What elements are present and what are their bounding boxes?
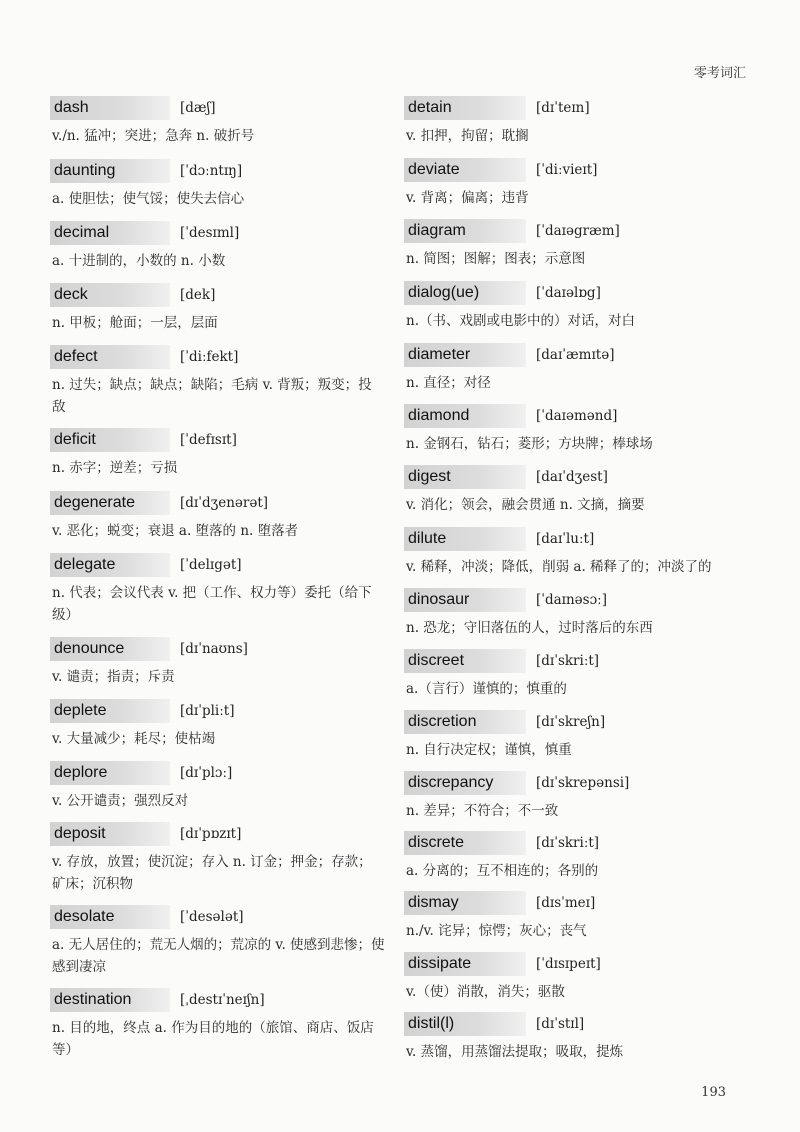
definition: a.（言行）谨慎的；慎重的 — [406, 681, 567, 697]
phonetic: [dɪˈstɪl] — [536, 1016, 585, 1032]
entry — [50, 761, 385, 822]
entry — [404, 158, 749, 219]
entry — [404, 771, 749, 831]
definition: n. 直径；对径 — [406, 375, 491, 391]
headword: defect — [50, 345, 170, 369]
headword: diamond — [404, 404, 526, 428]
phonetic: [dɪˈskriːt] — [536, 653, 600, 669]
entry — [404, 891, 749, 952]
definition: n. 差异；不符合；不一致 — [406, 803, 559, 819]
headword: deposit — [50, 822, 170, 846]
phonetic: [dɪˈplɔː] — [180, 765, 233, 781]
phonetic: [ˈdaɪəgræm] — [536, 223, 620, 239]
phonetic: [ˈdelɪgət] — [180, 557, 242, 573]
section-header: 零考词汇 — [693, 66, 746, 81]
phonetic: [dɪsˈmeɪ] — [536, 895, 596, 911]
entry — [404, 343, 749, 404]
phonetic: [ˈdefɪsɪt] — [180, 432, 237, 448]
definition: n. 过失；缺点；缺点；缺陷；毛病 v. 背叛；叛变；投敌 — [52, 377, 372, 415]
entry — [50, 491, 385, 553]
headword: dilute — [404, 527, 526, 551]
definition: v. 大量减少；耗尽；使枯竭 — [52, 731, 216, 747]
entry — [404, 831, 749, 891]
definition: n.（书、戏剧或电影中的）对话，对白 — [406, 313, 635, 329]
definition: v. 稀释，冲淡；降低，削弱 a. 稀释了的；冲淡了的 — [406, 559, 712, 575]
headword: dialog(ue) — [404, 281, 526, 305]
headword: dinosaur — [404, 588, 526, 612]
entry — [404, 281, 749, 343]
entry — [404, 952, 749, 1012]
headword: digest — [404, 465, 526, 489]
entry — [50, 345, 385, 428]
phonetic: [daɪˈluːt] — [536, 531, 595, 547]
entry — [404, 404, 749, 465]
headword: deplete — [50, 699, 170, 723]
definition: a. 十进制的，小数的 n. 小数 — [52, 253, 226, 269]
phonetic: [dɪˈpliːt] — [180, 703, 235, 719]
definition: v. 蒸馏，用蒸馏法提取；吸取，提炼 — [406, 1044, 624, 1060]
entry — [404, 96, 749, 158]
headword: desolate — [50, 905, 170, 929]
phonetic: [ˌdestɪˈneɪʃn] — [180, 992, 265, 1008]
phonetic: [ˈdaɪnəsɔː] — [536, 592, 607, 608]
right-column — [404, 96, 749, 1072]
definition: a. 无人居住的；荒无人烟的；荒凉的 v. 使感到悲惨；使感到凄凉 — [52, 937, 385, 975]
definition: n. 自行决定权；谨慎，慎重 — [406, 742, 572, 758]
phonetic: [dɪˈpɒzɪt] — [180, 826, 242, 842]
phonetic: [ˈdiːfekt] — [180, 349, 239, 365]
headword: discreet — [404, 649, 526, 673]
definition: v. 存放，放置；使沉淀；存入 n. 订金；押金；存款；矿床；沉积物 — [52, 854, 372, 892]
headword: delegate — [50, 553, 170, 577]
definition: n. 恐龙；守旧落伍的人，过时落后的东西 — [406, 620, 653, 636]
entry — [50, 905, 385, 988]
headword: discrepancy — [404, 771, 526, 795]
definition: v. 消化；领会，融会贯通 n. 文摘，摘要 — [406, 497, 645, 513]
definition: n./v. 诧异；惊愕；灰心；丧气 — [406, 923, 587, 939]
phonetic: [dɪˈskriːt] — [536, 835, 600, 851]
left-column — [50, 96, 385, 1068]
phonetic: [dæʃ] — [180, 100, 216, 116]
entry — [50, 221, 385, 283]
phonetic: [daɪˈdʒest] — [536, 469, 608, 485]
entry — [404, 649, 749, 710]
headword: decimal — [50, 221, 170, 245]
phonetic: [dɪˈskrepənsi] — [536, 775, 630, 791]
phonetic: [dɪˈskreʃn] — [536, 714, 606, 730]
phonetic: [ˈdiːvieɪt] — [536, 162, 598, 178]
page-number: 193 — [701, 1085, 726, 1100]
definition: n. 赤字；逆差；亏损 — [52, 460, 178, 476]
phonetic: [ˈdɪsɪpeɪt] — [536, 956, 601, 972]
phonetic: [ˈdesɪml] — [180, 225, 240, 241]
definition: v. 公开谴责；强烈反对 — [52, 793, 189, 809]
entry — [50, 428, 385, 491]
entry — [404, 465, 749, 527]
headword: destination — [50, 988, 170, 1012]
entry — [404, 1012, 749, 1072]
entry — [50, 699, 385, 761]
definition: n. 简图；图解；图表；示意图 — [406, 251, 586, 267]
entry — [50, 283, 385, 345]
definition: v. 谴责；指责；斥责 — [52, 669, 175, 685]
headword: degenerate — [50, 491, 170, 515]
phonetic: [ˈdɔːntɪŋ] — [180, 163, 243, 179]
definition: v. 恶化；蜕变；衰退 a. 堕落的 n. 堕落者 — [52, 523, 299, 539]
headword: detain — [404, 96, 526, 120]
phonetic: [ˈdaɪəlɒg] — [536, 285, 601, 301]
definition: v.（使）消散，消失；驱散 — [406, 984, 565, 1000]
definition: n. 代表；会议代表 v. 把（工作、权力等）委托（给下级） — [52, 585, 372, 623]
headword: denounce — [50, 637, 170, 661]
phonetic: [dɪˈteɪn] — [536, 100, 590, 116]
headword: discretion — [404, 710, 526, 734]
definition: v. 扣押，拘留；耽搁 — [406, 128, 529, 144]
phonetic: [dɪˈnaʊns] — [180, 641, 248, 657]
definition: v. 背离；偏离；违背 — [406, 190, 529, 206]
headword: diameter — [404, 343, 526, 367]
headword: distil(l) — [404, 1012, 526, 1036]
entry — [404, 710, 749, 771]
phonetic: [ˈdesələt] — [180, 909, 244, 925]
phonetic: [dɪˈdʒenərət] — [180, 495, 269, 511]
entry — [404, 588, 749, 649]
headword: dissipate — [404, 952, 526, 976]
definition: n. 目的地，终点 a. 作为目的地的（旅馆、商店、饭店等） — [52, 1020, 374, 1058]
entry — [50, 822, 385, 905]
headword: deplore — [50, 761, 170, 785]
headword: diagram — [404, 219, 526, 243]
phonetic: [ˈdaɪəmənd] — [536, 408, 618, 424]
entry — [50, 988, 385, 1068]
headword: deficit — [50, 428, 170, 452]
headword: dismay — [404, 891, 526, 915]
entry — [50, 159, 385, 221]
definition: n. 甲板；舱面；一层，层面 — [52, 315, 218, 331]
entry — [404, 527, 749, 588]
headword: discrete — [404, 831, 526, 855]
entry — [50, 96, 385, 159]
headword: deck — [50, 283, 170, 307]
definition: v./n. 猛冲；突进；急奔 n. 破折号 — [52, 128, 255, 144]
entry — [50, 553, 385, 637]
phonetic: [daɪˈæmɪtə] — [536, 347, 615, 363]
definition: a. 分离的；互不相连的；各别的 — [406, 863, 599, 879]
headword: daunting — [50, 159, 170, 183]
entry — [50, 637, 385, 699]
definition: n. 金钢石，钻石；菱形；方块牌；棒球场 — [406, 436, 653, 452]
phonetic: [dek] — [180, 287, 216, 303]
definition: a. 使胆怯；使气馁；使失去信心 — [52, 191, 245, 207]
entry — [404, 219, 749, 281]
headword: dash — [50, 96, 170, 120]
headword: deviate — [404, 158, 526, 182]
